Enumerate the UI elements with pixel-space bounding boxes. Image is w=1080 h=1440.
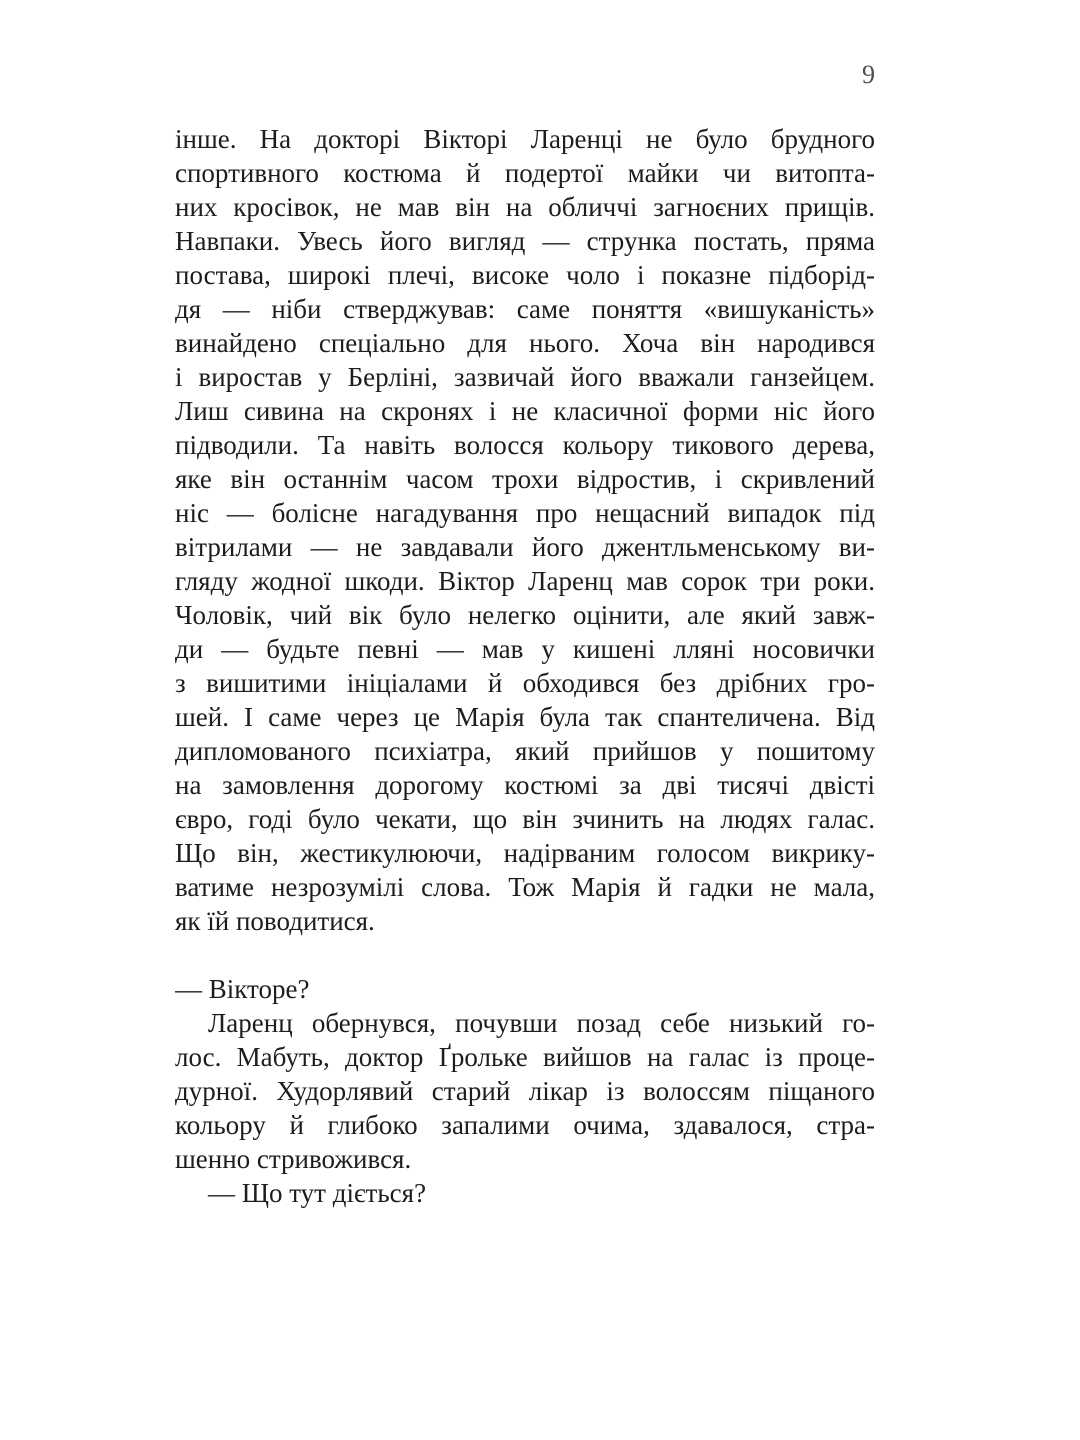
text-line: Лиш сивина на скронях і не класичної форми ніс його bbox=[175, 396, 875, 426]
text-line: як їй поводитися. bbox=[175, 906, 375, 936]
text-line: Що він, жестикулюючи, надірваним голосом викрику- bbox=[175, 838, 875, 868]
text-line: євро, годі було чекати, що він зчинить на людях галас. bbox=[175, 804, 875, 834]
text-line: Ларенц обернувся, почувши позад себе низький го- bbox=[208, 1008, 875, 1038]
text-line: гляду жодної шкоди. Віктор Ларенц мав сорок три роки. bbox=[175, 566, 875, 596]
text-line: — Що тут діється? bbox=[208, 1178, 427, 1208]
text-line: ди — будьте певні — мав у кишені лляні носовички bbox=[175, 634, 875, 664]
paragraph-continuation bbox=[175, 122, 875, 938]
text-line: з вишитими ініціалами й обходився без дрібних гро- bbox=[175, 668, 875, 698]
text-line: дя — ніби стверджував: саме поняття «вишуканість» bbox=[175, 294, 875, 324]
text-line: шей. І саме через це Марія була так спантеличена. Від bbox=[175, 702, 875, 732]
text-line: спортивного костюма й подертої майки чи витопта- bbox=[175, 158, 875, 188]
text-line: ватиме незрозумілі слова. Тож Марія й гадки не мала, bbox=[175, 872, 875, 902]
dialogue-paragraph bbox=[175, 972, 875, 1210]
text-line: яке він останнім часом трохи відростив, і скривлений bbox=[175, 464, 875, 494]
page-text bbox=[175, 122, 875, 1210]
text-line: лос. Мабуть, доктор Ґрольке вийшов на галас із проце- bbox=[175, 1042, 875, 1072]
text-line: на замовлення дорогому костюмі за дві тисячі двісті bbox=[175, 770, 875, 800]
text-line: винайдено спеціально для нього. Хоча він народився bbox=[175, 328, 875, 358]
text-line: підводили. Та навіть волосся кольору тикового дерева, bbox=[175, 430, 875, 460]
text-line: Чоловік, чий вік було нелегко оцінити, але який завж- bbox=[175, 600, 875, 630]
text-line: дипломованого психіатра, який прийшов у пошитому bbox=[175, 736, 875, 766]
text-line: Навпаки. Увесь його вигляд — струнка постать, пряма bbox=[175, 226, 875, 256]
text-line: шенно стривожився. bbox=[175, 1144, 412, 1174]
text-line: постава, широкі плечі, високе чоло і показне підборід- bbox=[175, 260, 875, 290]
text-line: і виростав у Берліні, зазвичай його вважали ганзейцем. bbox=[175, 362, 875, 392]
text-line: кольору й глибоко запалими очима, здавалося, стра- bbox=[175, 1110, 875, 1140]
text-line: інше. На докторі Вікторі Ларенці не було брудного bbox=[175, 124, 875, 154]
text-line: дурної. Худорлявий старий лікар із волоссям піщаного bbox=[175, 1076, 875, 1106]
text-line: вітрилами — не завдавали його джентльменському ви- bbox=[175, 532, 875, 562]
text-line: — Вікторе? bbox=[175, 974, 310, 1004]
text-line: них кросівок, не мав він на обличчі загноєних прищів. bbox=[175, 192, 875, 222]
page-number: 9 bbox=[862, 60, 875, 89]
text-line: ніс — болісне нагадування про нещасний випадок під bbox=[175, 498, 875, 528]
